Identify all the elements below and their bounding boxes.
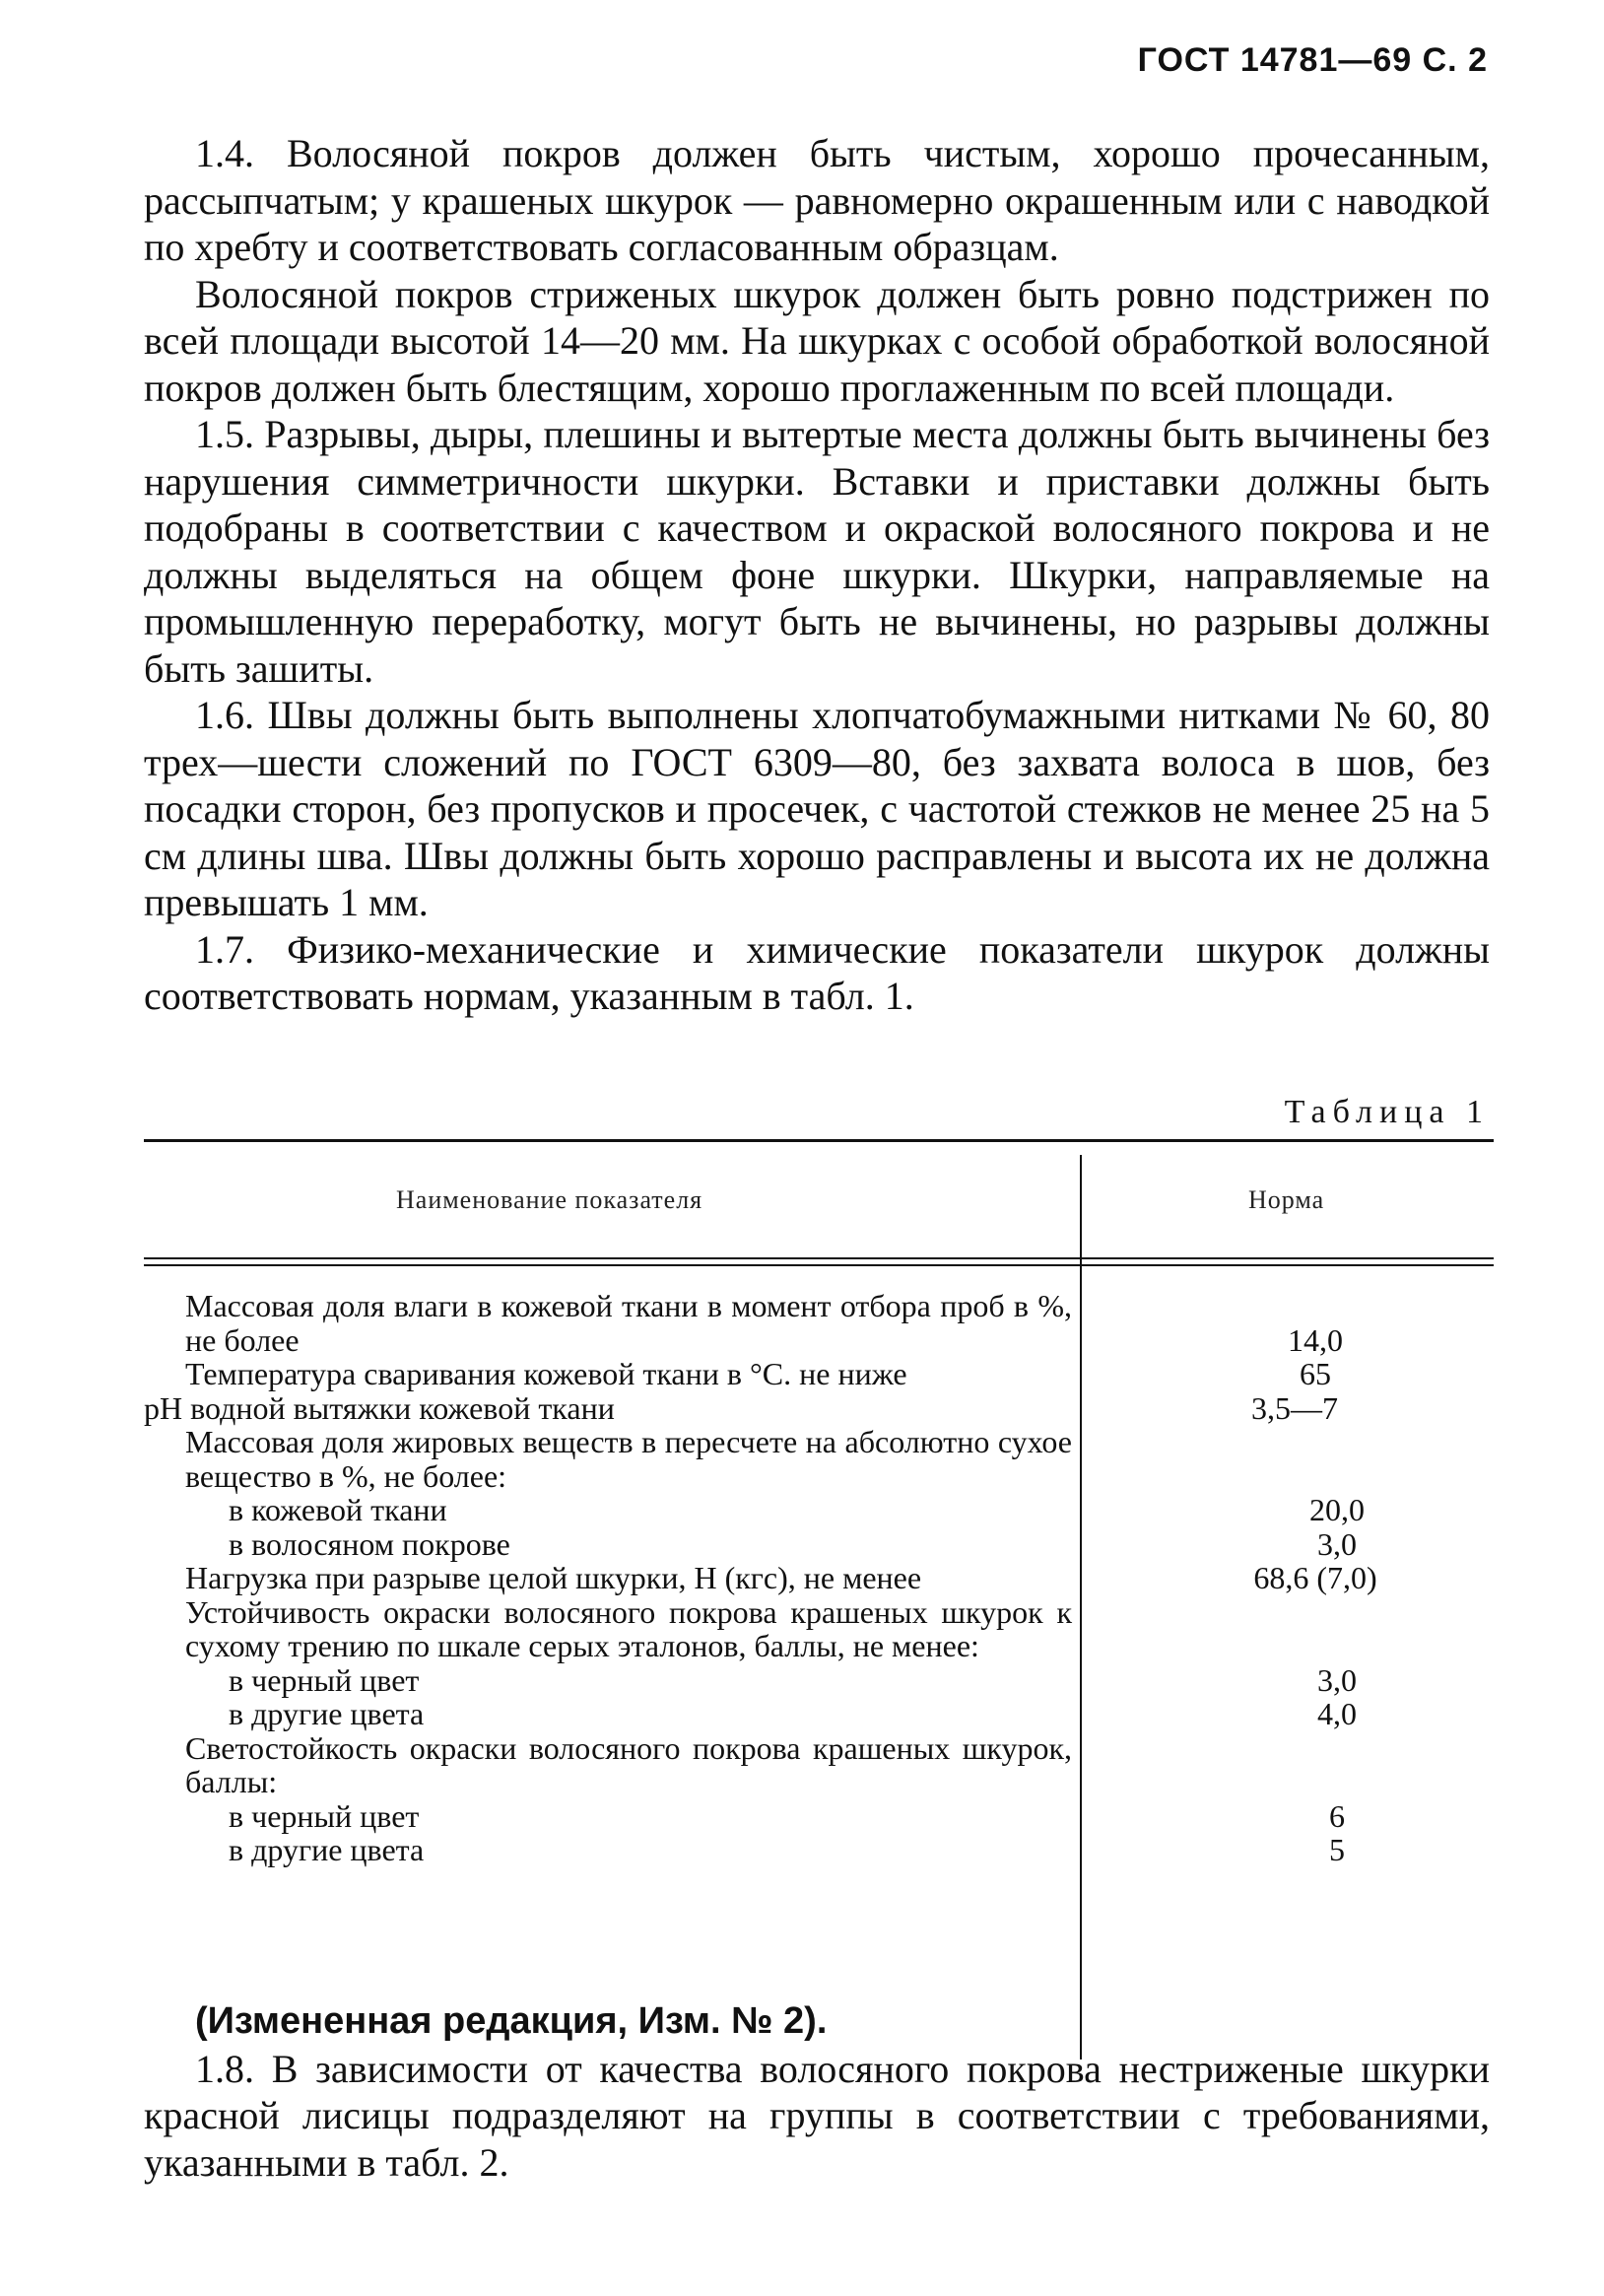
table-row: в другие цвета 4,0 (229, 1696, 1357, 1731)
table-row: Нагрузка при разрыве целой шкурки, Н (кгс), не менее 68,6 (7,0) (185, 1560, 1377, 1595)
table-caption: Таблица 1 (1284, 1094, 1490, 1130)
table-row: в кожевой ткани 20,0 (229, 1492, 1365, 1527)
table-top-rule (144, 1139, 1494, 1142)
table-row: в черный цвет 6 (229, 1797, 1345, 1834)
amendment-note: (Измененная редакция, Изм. № 2). (195, 2000, 828, 2042)
table-row: в черный цвет 3,0 (229, 1661, 1357, 1698)
table-row: Температура сваривания кожевой ткани в °С. не ниже 65 (185, 1356, 1331, 1391)
table-row: Светостойкость окраски волосяного покрова крашеных шкурок, баллы: (185, 1729, 1072, 1799)
table-body (144, 1289, 1559, 1867)
table-header-rule-2 (144, 1264, 1494, 1266)
table-row: Массовая доля жировых веществ в пересчете на абсолютно сухое вещество в %, не более: (185, 1424, 1072, 1494)
clause-1-4: 1.4. Волосяной покров должен быть чистым, хорошо прочесанным, рассыпчатым; у крашеных шкурок — равномерно окрашенным или с наводкой по хребту и соответствовать согласованным образцам. (144, 131, 1490, 269)
closing-block (144, 1998, 1490, 2186)
clause-1-7: 1.7. Физико-механические и химические показатели шкурок должны соответствовать нормам, указанным в табл. 1. (144, 926, 1490, 1018)
table-row: рН водной вытяжки кожевой ткани 3,5—7 (144, 1389, 1338, 1426)
table-row: Устойчивость окраски волосяного покрова крашеных шкурок к сухому трению по шкале серых эталонов, баллы, не менее: (185, 1593, 1072, 1663)
table-header-norm: Норма (1248, 1185, 1325, 1214)
page-header: ГОСТ 14781—69 С. 2 (1137, 41, 1488, 79)
table-header-rule (144, 1257, 1494, 1259)
clause-1-8: 1.8. В зависимости от качества волосяного покрова нестриженые шкурки красной лисицы подразделяют на группы в соответствии с требованиями, указанными в табл. 2. (144, 2046, 1490, 2185)
table-header-name: Наименование показателя (396, 1185, 703, 1214)
clause-1-5: 1.5. Разрывы, дыры, плешины и вытертые места должны быть вычинены без нарушения симметричности шкурки. Вставки и приставки должны быть подобраны в соответствии с качеством и окраской волосяного покрова и не должны выделяться на общем фоне шкурки. Шкурки, направляемые на промышленную переработку, могут быть не вычинены, но разрывы должны быть зашиты. (144, 412, 1490, 691)
table-row: в волосяном покрове 3,0 (229, 1525, 1357, 1562)
table-row: Массовая доля влаги в кожевой ткани в момент отбора проб в %, не более 14,0 (185, 1288, 1343, 1358)
clause-1-4-cont: Волосяной покров стриженых шкурок должен быть ровно подстрижен по всей площади высотой 14—20 мм. На шкурках с особой обработкой волосяной покров должен быть блестящим, хорошо проглаженным по всей площади. (144, 271, 1490, 410)
clauses-block (144, 130, 1490, 1020)
clause-1-6: 1.6. Швы должны быть выполнены хлопчатобумажными нитками № 60, 80 трех—шести сложений по ГОСТ 6309—80, без захвата волоса в шов, без посадки сторон, без пропусков и просечек, с частотой стежков не менее 25 на 5 см длины шва. Швы должны быть хорошо расправлены и высота их не должна превышать 1 мм. (144, 693, 1490, 924)
table-row: в другие цвета 5 (229, 1832, 1345, 1867)
